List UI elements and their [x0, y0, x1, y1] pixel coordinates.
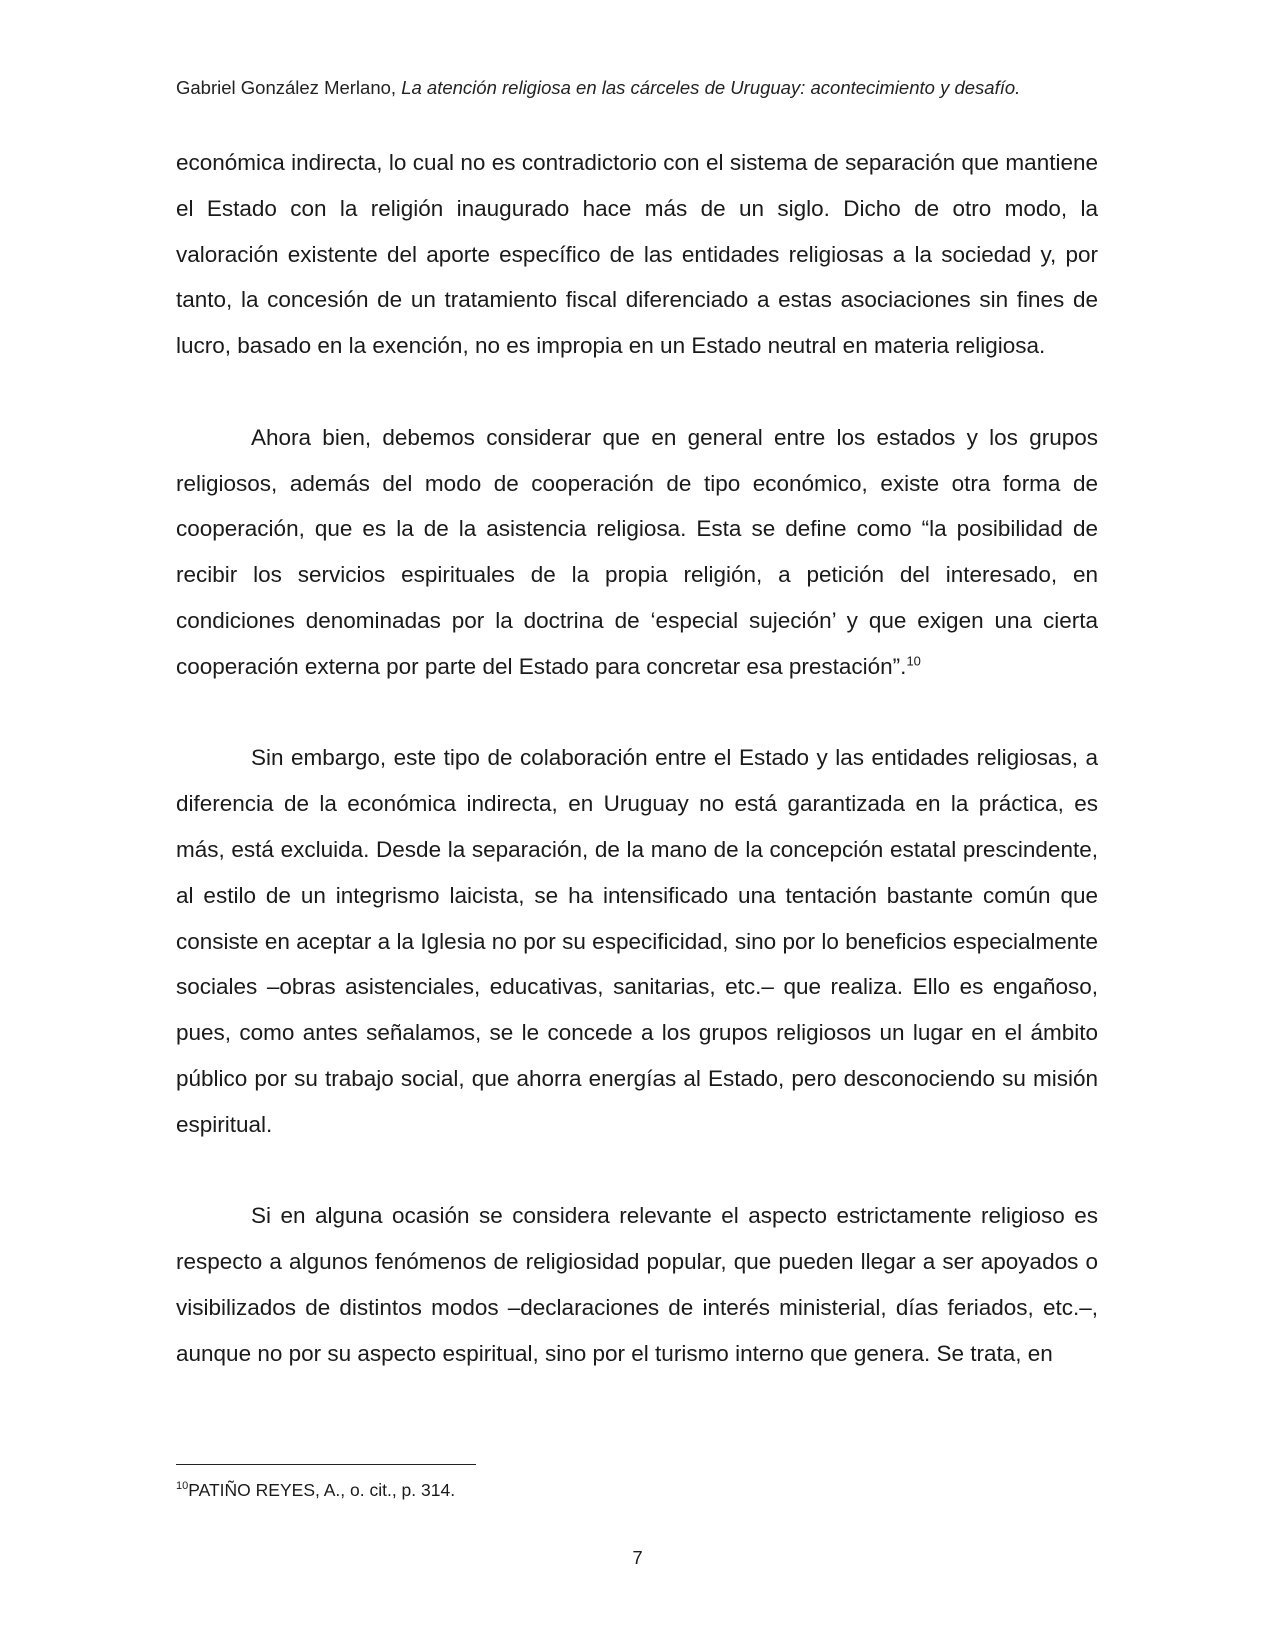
running-header	[176, 75, 1106, 101]
paragraph-1: económica indirecta, lo cual no es contradictorio con el sistema de separación que mantiene el Estado con la religión inaugurado hace más de un siglo. Dicho de otro modo, la valoración existente del aporte específico de las entidades religiosas a la sociedad y, por tanto, la concesión de un tratamiento fiscal diferenciado a estas asociaciones sin fines de lucro, basado en la exención, no es impropia en un Estado neutral en materia religiosa.	[176, 150, 1098, 359]
paragraph-2-text: Ahora bien, debemos considerar que en general entre los estados y los grupos religiosos, además del modo de cooperación de tipo económico, existe otra forma de cooperación, que es la de la asistencia religiosa. Esta se define como “la posibilidad de recibir los servicios espirituales de la propia religión, a petición del interesado, en condiciones denominadas por la doctrina de ‘especial sujeción’ y que exigen una cierta cooperación externa por parte del Estado para concretar esa prestación”.	[176, 424, 1098, 679]
paragraph-3: Sin embargo, este tipo de colaboración entre el Estado y las entidades religiosas, a diferencia de la económica indirecta, en Uruguay no está garantizada en la práctica, es más, está excluida. Desde la separación, de la mano de la concepción estatal prescindente, al estilo de un integrismo laicista, se ha intensificado una tentación bastante común que consiste en aceptar a la Iglesia no por su especificidad, sino por lo beneficios especialmente sociales –obras asistenciales, educativas, sanitarias, etc.– que realiza. Ello es engañoso, pues, como antes señalamos, se le concede a los grupos religiosos un lugar en el ámbito público por su trabajo social, que ahorra energías al Estado, pero desconociendo su misión espiritual.	[176, 745, 1098, 1137]
header-author: Gabriel González Merlano,	[176, 77, 402, 98]
footnote-number: 10	[176, 1480, 189, 1493]
paragraph-2	[176, 415, 1098, 690]
footnote-text: PATIÑO REYES, A., o. cit., p. 314.	[188, 1480, 456, 1500]
body-text	[176, 140, 1098, 1377]
paragraph-4: Si en alguna ocasión se considera relevante el aspecto estrictamente religioso es respecto a algunos fenómenos de religiosidad popular, que pueden llegar a ser apoyados o visibilizados de distintos modos –declaraciones de interés ministerial, días feriados, etc.–, aunque no por su aspecto espiritual, sino por el turismo interno que genera. Se trata, en	[176, 1203, 1098, 1366]
footnote-reference[interactable]: 10	[906, 653, 921, 669]
footnote-separator	[176, 1464, 476, 1465]
page-number: 7	[632, 1547, 643, 1568]
header-title: La atención religiosa en las cárceles de Uruguay: acontecimiento y desafío.	[401, 77, 1021, 98]
footnote	[176, 1478, 455, 1502]
